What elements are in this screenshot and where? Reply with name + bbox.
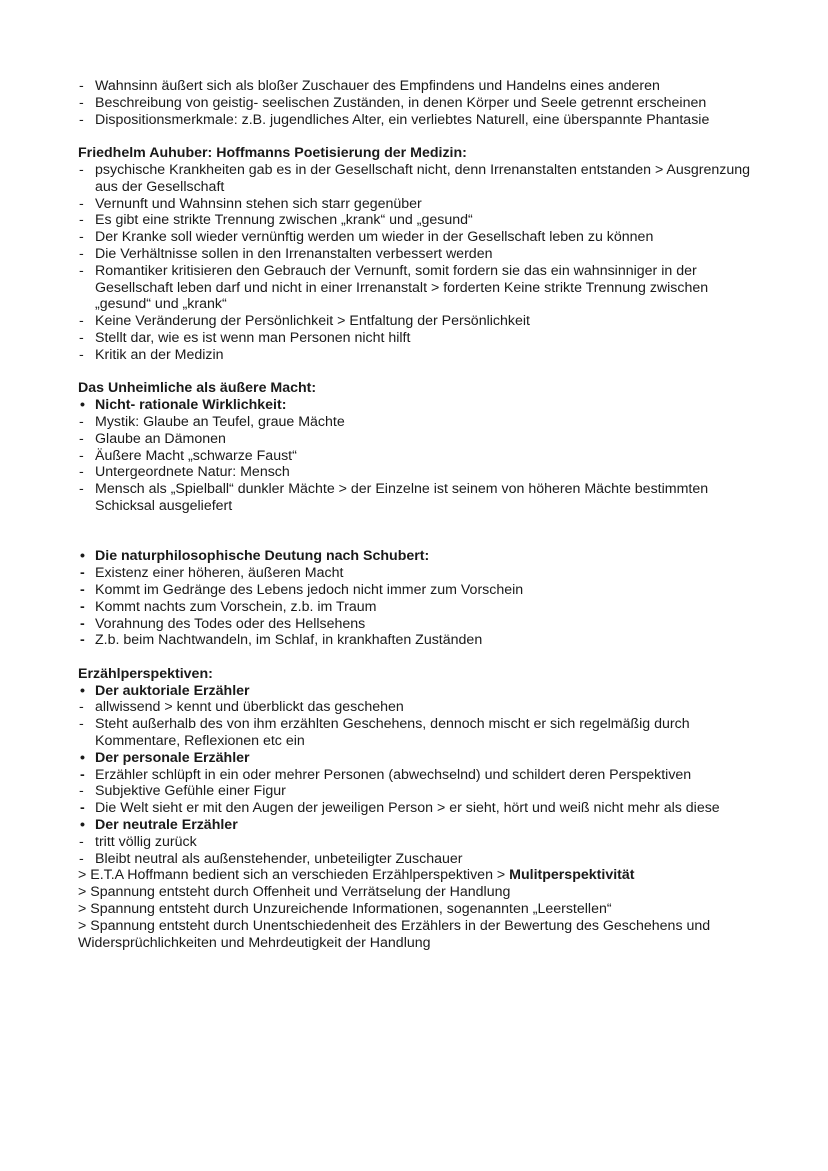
section-heading-auhuber: Friedhelm Auhuber: Hoffmanns Poetisierung der Medizin:: [78, 145, 467, 162]
spannung-line: > Spannung entsteht durch Unzureichende Informationen, sogenannten „Leerstellen“: [78, 901, 612, 918]
bullet-marker: •: [80, 548, 85, 565]
subsection-title: • Nicht- rationale Wirklichkeit:: [80, 397, 287, 414]
list-item: - Stellt dar, wie es ist wenn man Personen nicht hilft: [79, 329, 411, 346]
list-item: - tritt völlig zurück: [79, 833, 197, 850]
list-item: - Steht außerhalb des von ihm erzählten Geschehens, dennoch mischt er sich regelmäßig durch Kommentare, Reflexionen etc ein: [79, 716, 690, 750]
hoffmann-line: > E.T.A Hoffmann bedient sich an verschieden Erzählperspektiven > Mulitperspektivität: [78, 867, 635, 884]
list-item: - Die Welt sieht er mit den Augen der jeweiligen Person > er sieht, hört und weiß nicht mehr als diese: [80, 800, 720, 817]
dash-marker: -: [79, 94, 84, 111]
schubert-list: [78, 565, 758, 649]
list-item: - Vernunft und Wahnsinn stehen sich starr gegenüber: [79, 195, 422, 212]
list-item: - allwissend > kennt und überblickt das geschehen: [79, 699, 404, 716]
list-item: - Glaube an Dämonen: [79, 430, 226, 447]
multiperspektivitaet-term: Mulitperspektivität: [509, 867, 635, 884]
list-item: - Existenz einer höheren, äußeren Macht: [80, 565, 344, 582]
list-item: - Mystik: Glaube an Teufel, graue Mächte: [79, 413, 345, 430]
section-heading-unheimliche: Das Unheimliche als äußere Macht:: [78, 380, 317, 397]
list-item: - Kritik an der Medizin: [79, 346, 224, 363]
subsection-title: • Der auktoriale Erzähler: [80, 682, 250, 699]
dash-marker: -: [79, 78, 84, 94]
list-item: - Untergeordnete Natur: Mensch: [79, 464, 290, 481]
list-item: - Es gibt eine strikte Trennung zwischen „krank“ und „gesund“: [79, 212, 473, 229]
list-item: - Beschreibung von geistig- seelischen Zuständen, in denen Körper und Seele getrennt erscheinen: [79, 94, 707, 111]
nicht-rationale-list: [78, 414, 758, 515]
list-item: - Vorahnung des Todes oder des Hellsehens: [80, 615, 366, 632]
dash-marker: -: [79, 111, 84, 128]
list-item: - Äußere Macht „schwarze Faust“: [79, 447, 297, 464]
auhuber-list: [78, 162, 758, 364]
list-item: - Die Verhältnisse sollen in den Irrenanstalten verbessert werden: [79, 245, 493, 262]
list-item: - Romantiker kritisieren den Gebrauch der Vernunft, somit fordern sie das ein wahnsinniger in der Gesellschaft leben darf und nicht in einer Irrenanstalt > forderten Keine strikte Trennung zwischen „gesund“ und „krank“: [79, 262, 709, 313]
subsection-title: • Der neutrale Erzähler: [80, 817, 238, 834]
bullet-marker: •: [80, 682, 85, 699]
list-item: - Der Kranke soll wieder vernünftig werden um wieder in der Gesellschaft leben zu können: [79, 229, 654, 246]
bullet-marker: •: [80, 397, 85, 414]
list-item: - Wahnsinn äußert sich als bloßer Zuschauer des Empfindens und Handelns eines anderen: [79, 78, 660, 94]
subsection-title: • Die naturphilosophische Deutung nach Schubert:: [80, 548, 430, 565]
list-item: - Bleibt neutral als außenstehender, unbeteiligter Zuschauer: [79, 850, 463, 867]
list-item: - psychische Krankheiten gab es in der Gesellschaft nicht, denn Irrenanstalten entstanden > Ausgrenzung aus der Gesellschaft: [79, 161, 751, 195]
spannung-line: > Spannung entsteht durch Unentschiedenheit des Erzählers in der Bewertung des Geschehens und Widersprüchlichkeiten und Mehrdeutigkeit der Handlung: [78, 917, 711, 951]
spannung-line: > Spannung entsteht durch Offenheit und Verrätselung der Handlung: [78, 884, 511, 901]
list-item: - Erzähler schlüpft in ein oder mehrer Personen (abwechselnd) und schildert deren Perspektiven: [80, 766, 692, 783]
list-item: - Kommt nachts zum Vorschein, z.b. im Traum: [80, 598, 377, 615]
section-heading-perspektiven: Erzählperspektiven:: [78, 665, 213, 682]
list-item: - Mensch als „Spielball“ dunkler Mächte > der Einzelne ist seinem von höheren Mächte bestimmten Schicksal ausgeliefert: [79, 481, 709, 514]
document-page: [78, 78, 758, 951]
list-item: - Subjektive Gefühle einer Figur: [79, 783, 286, 800]
bullet-marker: •: [80, 749, 85, 766]
list-item: - Z.b. beim Nachtwandeln, im Schlaf, in krankhaften Zuständen: [80, 632, 483, 649]
subsection-title: • Der personale Erzähler: [80, 749, 250, 766]
intro-list: [78, 78, 758, 128]
list-item: - Dispositionsmerkmale: z.B. jugendliches Alter, ein verliebtes Naturell, eine überspannte Phantasie: [79, 111, 710, 128]
list-item: - Kommt im Gedränge des Lebens jedoch nicht immer zum Vorschein: [80, 581, 524, 598]
list-item: - Keine Veränderung der Persönlichkeit > Entfaltung der Persönlichkeit: [79, 313, 530, 330]
bullet-marker: •: [80, 817, 85, 834]
